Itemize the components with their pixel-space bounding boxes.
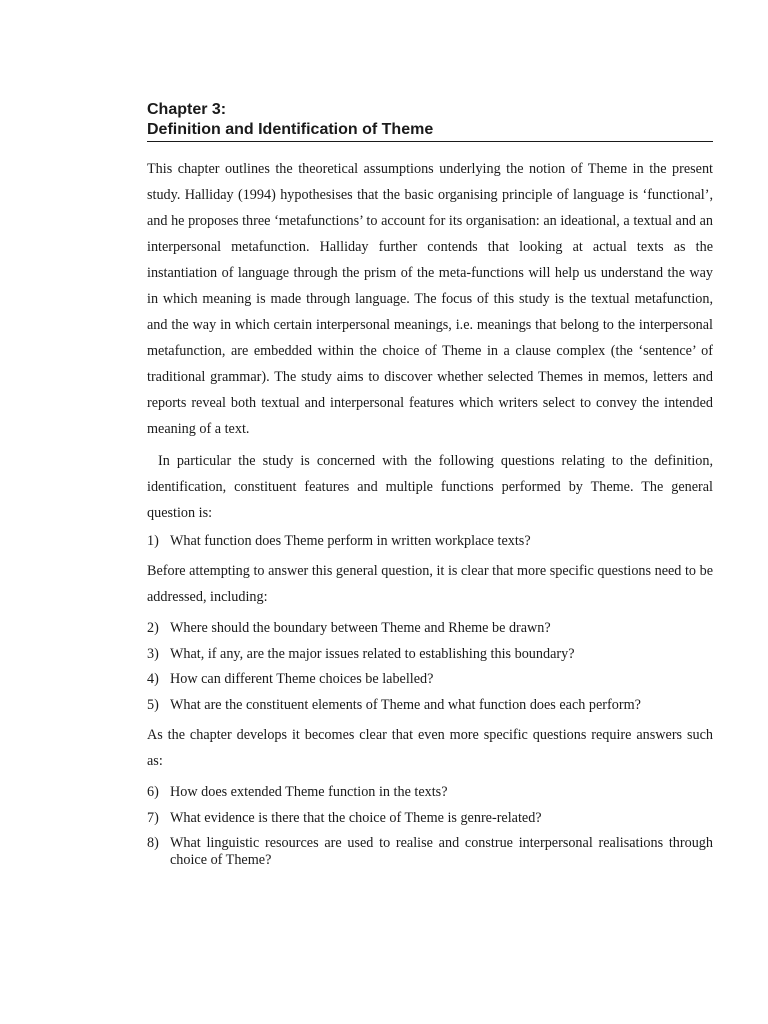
question-number: 8) [147,835,159,851]
document-page [147,100,713,878]
question-text: Where should the boundary between Theme and Rheme be drawn? [170,620,551,636]
chapter-heading [147,100,713,142]
paragraph-further-questions: As the chapter develops it becomes clear that even more specific questions require answers such as: [147,727,713,769]
question-item [147,671,713,688]
question-number: 6) [147,784,159,800]
question-text: What linguistic resources are used to realise and construe interpersonal realisations through choice of Theme? [170,835,713,868]
question-text: What, if any, are the major issues related to establishing this boundary? [170,645,575,662]
paragraph-specific-questions: Before attempting to answer this general question, it is clear that more specific questions need to be addressed, including: [147,563,713,605]
paragraph-intro: This chapter outlines the theoretical assumptions underlying the notion of Theme in the present study. Halliday (1994) hypothesises that the basic organising principle of language is ‘functional’, and he proposes three ‘metafunctions’ to account for its organisation: an ideational, a textual and an interpersonal metafunction. Halliday further contends that looking at actual texts as the instantiation of language through the prism of the meta-functions will help us understand the way in which meaning is made through language. The focus of this study is the textual metafunction, and the way in which certain interpersonal meanings, i.e. meanings that belong to the interpersonal metafunction, are embedded within the choice of Theme in a clause complex (the ‘sentence’ of traditional grammar). The study aims to discover whether selected Themes in memos, letters and reports reveal both textual and interpersonal features which writers select to convey the intended meaning of a text. [147,161,713,437]
question-item [147,697,713,714]
question-item [147,784,713,801]
question-text: What evidence is there that the choice of Theme is genre-related? [170,809,542,826]
question-item [147,810,713,827]
question-text: What function does Theme perform in written workplace texts? [170,533,531,549]
chapter-title: Definition and Identification of Theme [147,121,434,138]
question-list-further [147,784,713,869]
question-item [147,533,713,550]
question-number: 5) [147,696,159,713]
question-item [147,646,713,663]
question-list-specific [147,620,713,714]
question-item [147,835,713,869]
question-number: 1) [147,533,159,549]
question-number: 3) [147,645,159,662]
paragraph-general-question: In particular the study is concerned with the following questions relating to the definition, identification, constituent features and multiple functions performed by Theme. The general question is: [147,453,713,521]
question-number: 7) [147,809,159,826]
question-list-general [147,533,713,550]
chapter-number: Chapter 3: [147,101,227,118]
question-number: 4) [147,671,159,687]
question-item [147,620,713,637]
question-text: How does extended Theme function in the texts? [170,784,448,800]
question-number: 2) [147,620,159,636]
question-text: How can different Theme choices be labelled? [170,671,434,687]
question-text: What are the constituent elements of Theme and what function does each perform? [170,696,641,713]
